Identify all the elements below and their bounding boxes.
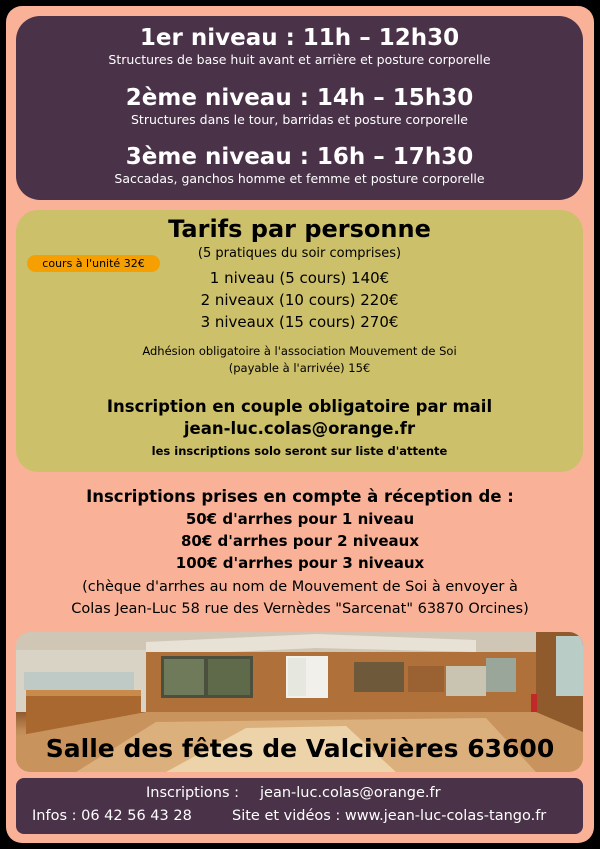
tarifs-title: Tarifs par personne [168,215,431,243]
adhesion-line-2: (payable à l'arrivée) 15€ [228,361,371,375]
venue-title: Salle des fêtes de Valcivières 63600 [45,734,555,763]
level-2-title: 2ème niveau : 14h – 15h30 [125,85,474,111]
footer-box [16,778,583,834]
level-3-title: 3ème niveau : 16h – 17h30 [125,144,474,170]
level-1 [16,24,583,68]
tarif-line-2: 2 niveaux (10 cours) 220€ [200,291,399,309]
level-3 [16,143,583,187]
tarifs-box [16,210,583,472]
level-2 [16,84,583,128]
tarifs-subtitle: (5 pratiques du soir comprises) [197,246,402,261]
levels-box [16,16,583,200]
tarif-line-1: 1 niveau (5 cours) 140€ [209,269,390,287]
unit-price-badge: cours à l'unité 32€ [27,255,160,272]
footer-phone: Infos : 06 42 56 43 28 [32,808,192,824]
arrhes-line-3: 100€ d'arrhes pour 3 niveaux [175,554,425,572]
cheque-note-line-1: (chèque d'arrhes au nom de Mouvement de Soi à envoyer à [82,579,518,595]
adhesion-line-1: Adhésion obligatoire à l'association Mouvement de Soi [142,344,457,358]
contact-email[interactable]: jean-luc.colas@orange.fr [183,419,416,438]
arrhes-line-2: 80€ d'arrhes pour 2 niveaux [180,532,420,550]
tarif-line-3: 3 niveaux (15 cours) 270€ [200,313,399,331]
footer-email-link[interactable]: jean-luc.colas@orange.fr [260,785,441,801]
arrhes-line-1: 50€ d'arrhes pour 1 niveau [185,510,415,528]
footer-website-link[interactable]: Site et vidéos : www.jean-luc-colas-tango.fr [232,808,547,824]
footer-inscriptions-label: Inscriptions : [146,785,240,801]
level-3-desc: Saccadas, ganchos homme et femme et posture corporelle [114,171,485,186]
solo-notice: les inscriptions solo seront sur liste d'attente [151,444,448,458]
level-1-desc: Structures de base huit avant et arrière et posture corporelle [108,52,491,67]
level-1-title: 1er niveau : 11h – 12h30 [139,25,460,51]
level-2-desc: Structures dans le tour, barridas et posture corporelle [131,112,468,127]
cheque-note-line-2: Colas Jean-Luc 58 rue des Vernèdes "Sarcenat" 63870 Orcines) [71,601,529,617]
inscriptions-title: Inscriptions prises en compte à réception de : [86,487,514,506]
couple-notice: Inscription en couple obligatoire par mail [106,397,493,416]
